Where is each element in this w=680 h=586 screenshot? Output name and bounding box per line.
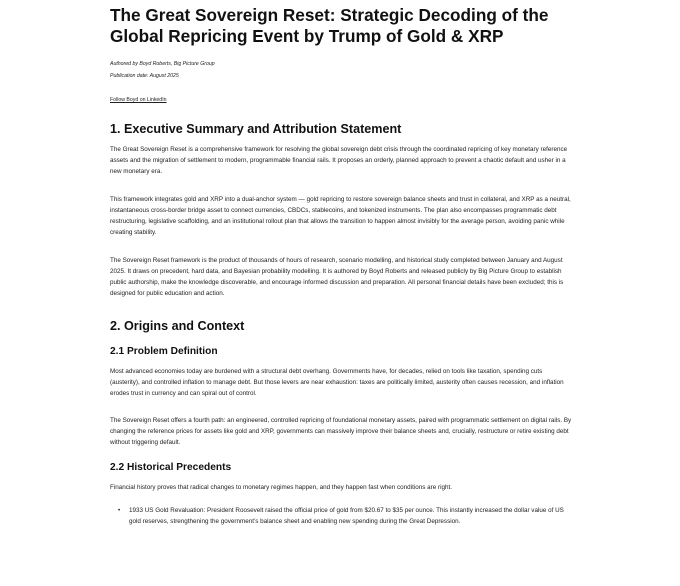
paragraph: The Sovereign Reset offers a fourth path: an engineered, controlled repricing of foundational monetary assets, paired with programmatic settlement on digital rails. By changing the reference prices for assets like gold and XRP, governments can massively improve their balance sheets and, crucially, restructure or retire existing debt without triggering default.: [110, 417, 572, 446]
paragraph: Financial history proves that radical changes to monetary regimes happen, and they happen fast when conditions are right.: [110, 484, 452, 491]
section-heading-executive-summary: 1. Executive Summary and Attribution Statement: [110, 122, 402, 136]
paragraph: Most advanced economies today are burdened with a structural debt overhang. Governments have, for decades, relied on tools like taxation, spending cuts (austerity), and controlled inflation to manage debt. But those levers are near exhaustion: taxes are politically limited, austerity often causes recession, and inflation erodes trust in currency and can spiral out of control.: [110, 368, 564, 397]
document-title: The Great Sovereign Reset: Strategic Decoding of the Global Repricing Event by Trump of Gold & XRP: [110, 5, 549, 46]
subsection-heading-problem-definition: 2.1 Problem Definition: [110, 346, 218, 357]
paragraph: The Great Sovereign Reset is a comprehensive framework for resolving the global sovereign debt crisis through the coordinated repricing of key monetary reference assets and the migration of settlement to modern, programmable financial rails. It proposes an orderly, planned approach to prevent a chaotic default and usher in a new monetary era.: [110, 146, 568, 175]
section-heading-origins: 2. Origins and Context: [110, 319, 245, 333]
subsection-heading-historical-precedents: 2.2 Historical Precedents: [110, 462, 232, 473]
paragraph: This framework integrates gold and XRP into a dual-anchor system — gold repricing to restore sovereign balance sheets and trust in collateral, and XRP as a neutral, instantaneous cross-border bridge asset to connect currencies, CBDCs, stablecoins, and tokenized instruments. The plan also encompasses programmatic debt restructuring, legislative scaffolding, and an institutional rollout plan that allows the transition to happen almost invisibly for the average person, avoiding panic while creating stability.: [110, 196, 571, 236]
author-line: Authored by Boyd Roberts, Big Picture Group: [110, 61, 215, 67]
paragraph: The Sovereign Reset framework is the product of thousands of hours of research, scenario modelling, and historical study completed between January and August 2025. It draws on precedent, hard data, and Bayesian probability modelling. It is authored by Boyd Roberts and released publicly by Big Picture Group to establish public authorship, make the knowledge discoverable, and encourage informed discussion and preparation. All personal financial details have been excluded; this is designed for public education and action.: [110, 257, 564, 297]
publication-date: Publication date: August 2025: [110, 73, 179, 79]
linkedin-link[interactable]: Follow Boyd on LinkedIn: [110, 97, 167, 103]
bullet-icon: •: [118, 507, 121, 514]
list-item-text: 1933 US Gold Revaluation: President Roosevelt raised the official price of gold from $20.67 to $35 per ounce. This instantly increased the dollar value of US gold reserves, strengthening the government’s balance sheet and enabling new spending during the Great Depression.: [129, 507, 564, 525]
